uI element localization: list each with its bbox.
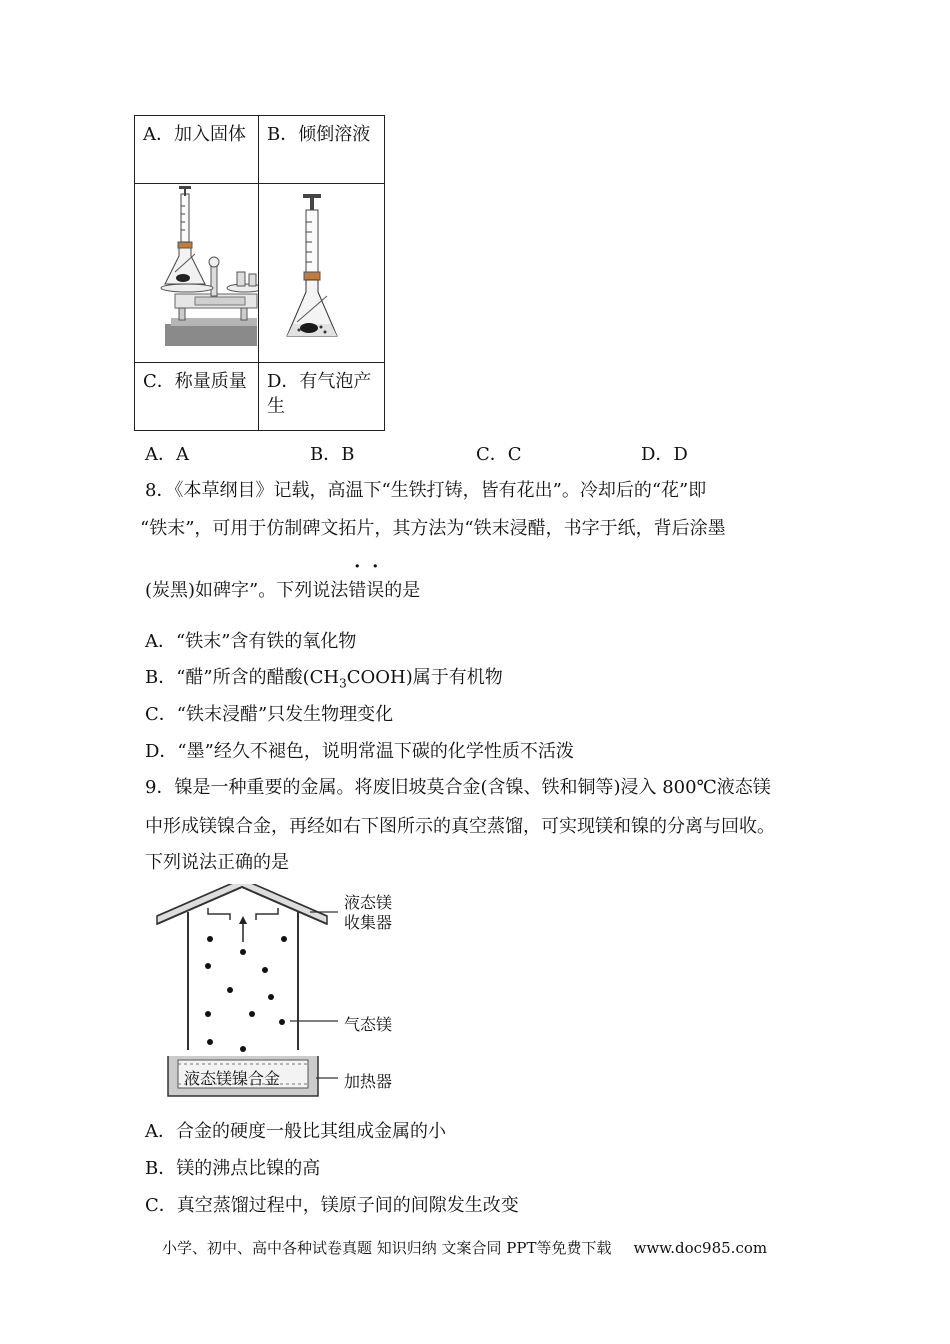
q9-option-a: A．合金的硬度一般比其组成金属的小: [145, 1121, 446, 1142]
label-heater: 加热器: [344, 1072, 393, 1091]
q9-line-3: 下列说法正确的是: [145, 852, 289, 873]
cell-a-label: A．加入固体: [143, 124, 246, 145]
q7-choice-b: B．B: [310, 444, 355, 465]
q8-line-3-suffix: 的是: [384, 580, 421, 601]
q8-option-b: [145, 663, 503, 691]
flask-image-cell: [259, 184, 385, 363]
flask-syringe-illustration: [259, 184, 384, 355]
label-collector-2: 收集器: [344, 913, 393, 932]
page-footer: [162, 1237, 767, 1258]
q7-choice-c: C．C: [476, 444, 522, 465]
label-collector-1: 液态镁: [344, 893, 393, 912]
q7-choice-d: D．D: [641, 444, 688, 465]
label-alloy: 液态镁镍合金: [184, 1069, 281, 1088]
cell-b-label: B．倾倒溶液: [267, 124, 371, 145]
footer-text: 小学、初中、高中各种试卷真题 知识归纳 文案合同 PPT等免费下载: [162, 1239, 612, 1257]
q9-option-b: B．镁的沸点比镍的高: [145, 1158, 321, 1179]
footer-url[interactable]: www.doc985.com: [633, 1239, 768, 1257]
q8-option-c: C．“铁末浸醋”只发生物理变化: [145, 704, 394, 725]
balance-flask-syringe-illustration: [135, 184, 258, 355]
cell-d: [259, 363, 385, 431]
cell-a: [135, 116, 259, 184]
q9-option-c: C．真空蒸馏过程中，镁原子间的间隙发生改变: [145, 1195, 519, 1216]
cell-b: [259, 116, 385, 184]
q8-option-d: D．“墨”经久不褪色，说明常温下碳的化学性质不活泼: [145, 741, 574, 762]
q9-line-1: 9．镍是一种重要的金属。将废旧坡莫合金(含镍、铁和铜等)浸入 800℃液态镁: [145, 777, 771, 798]
q7-choice-a: A．A: [145, 444, 189, 465]
cell-c-label: C．称量质量: [143, 371, 247, 392]
cell-d-label: D．有气泡产生: [267, 371, 372, 417]
cell-c: [135, 363, 259, 431]
emphasis-char-2: 误: [366, 580, 385, 601]
label-gas-magnesium: 气态镁: [344, 1015, 393, 1034]
balance-image-cell: [135, 184, 259, 363]
q8-line-3: [145, 576, 420, 602]
options-table: [134, 115, 385, 431]
q8-line-2: “铁末”，可用于仿制碑文拓片，其方法为“铁末浸醋，书字于纸，背后涂墨: [140, 518, 726, 539]
subscript-3: 3: [339, 676, 347, 691]
q8-option-b-post: COOH)属于有机物: [346, 667, 503, 688]
q8-option-a: A．“铁末”含有铁的氧化物: [145, 631, 357, 652]
q8-line-3-prefix: (炭黑)如碑字”。下列说法: [145, 580, 349, 601]
q8-option-b-pre: B．“醋”所含的醋酸(CH: [145, 667, 340, 688]
q8-line-1: 8．《本草纲目》记载，高温下“生铁打铸，皆有花出”。冷却后的“花”即: [145, 480, 707, 501]
emphasis-char-1: 错: [348, 580, 367, 601]
q9-line-2: 中形成镁镍合金，再经如右下图所示的真空蒸馏，可实现镁和镍的分离与回收。: [145, 816, 775, 837]
